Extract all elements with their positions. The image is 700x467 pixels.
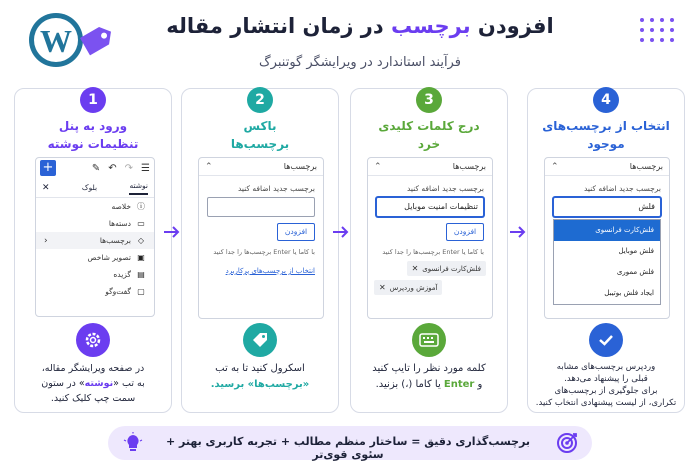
keyboard-icon [412, 323, 446, 357]
tags-panel [367, 157, 493, 319]
image-icon: ▣ [137, 253, 145, 262]
suggestion-item[interactable]: فلش موبایل [618, 247, 654, 255]
close-icon[interactable]: ✕ [411, 264, 419, 273]
step-description: وردپرس برچسب‌های مشابه قبلی را پیشنهاد می‌دهد. برای جلوگیری از برچسب‌های تکراری، از لیست پیشنهادی انتخاب کنید. [535, 362, 677, 408]
tag-input[interactable]: فلش [553, 197, 661, 217]
tags-panel [544, 157, 670, 319]
suggestion-item[interactable]: فلش‌کارت فرانسوی [554, 220, 660, 241]
sidebar-item-categories[interactable]: ▭ دسته‌ها [108, 219, 145, 228]
tag-hint: با کاما یا Enter برچسب‌ها را جدا کنید [213, 248, 315, 256]
tag-input-label: برچسب جدید اضافه کنید [237, 184, 315, 193]
summary-text: برچسب‌گذاری دقیق = ساختار منظم مطالب + تجربه کاربری بهتر + سئوی قوی‌تر [165, 435, 531, 461]
chevron-left-icon: ‹ [44, 235, 48, 246]
tag-icon: ◇ [137, 236, 145, 245]
pen-icon[interactable]: ✎ [91, 162, 101, 174]
undo-icon[interactable]: ↶ [108, 162, 117, 174]
arrow-right-icon [509, 225, 527, 239]
page-title: افزودن برچسب در زمان انتشار مقاله [166, 14, 554, 38]
redo-icon[interactable]: ↷ [124, 162, 134, 174]
panel-header: برچسب‌ها [283, 162, 317, 171]
sidebar-tabs [36, 178, 154, 198]
info-icon: ⓘ [137, 202, 145, 211]
comment-icon: ▢ [137, 287, 145, 296]
sidebar-item-excerpt[interactable]: ▤ گزیده [113, 270, 145, 279]
step-number: 1 [80, 87, 106, 113]
add-block-icon[interactable]: + [40, 160, 56, 176]
list-view-icon[interactable]: ☰ [141, 162, 150, 174]
editor-sidebar [35, 157, 155, 317]
document-icon: ▤ [137, 270, 145, 279]
summary-banner [108, 426, 592, 460]
panel-header: برچسب‌ها [452, 162, 486, 171]
wordpress-logo [22, 8, 118, 76]
step-title: درج کلمات کلیدی خرد [378, 119, 480, 151]
step-card-3 [350, 88, 508, 413]
check-icon [589, 323, 623, 357]
sidebar-item-featured-image[interactable]: ▣ تصویر شاخص [87, 253, 145, 262]
suggestion-item[interactable]: فلش مموری [616, 268, 654, 276]
arrow-right-icon [332, 225, 350, 239]
tag-chip: فلش‌کارت فرانسوی ✕ [407, 261, 486, 276]
page-subtitle: فرآیند استاندارد در ویرایشگر گوتنبرگ [259, 55, 461, 70]
suggestion-list [553, 219, 661, 305]
decorative-dots [640, 18, 680, 46]
editor-toolbar [36, 158, 154, 178]
add-tag-button[interactable]: افزودن [277, 223, 315, 241]
step-number: 3 [416, 87, 442, 113]
step-title: باکس برچسب‌ها [230, 119, 290, 151]
tag-chip: آموزش وردپرس ✕ [374, 280, 442, 295]
tag-input-label: برچسب جدید اضافه کنید [406, 184, 484, 193]
tag-input[interactable] [207, 197, 315, 217]
step-card-2 [181, 88, 339, 413]
step-number: 2 [247, 87, 273, 113]
step-description: در صفحه ویرایشگر مقاله، به تب «نوشته» در ستون سمت چپ کلیک کنید. [41, 363, 145, 404]
folder-icon: ▭ [137, 219, 145, 228]
sidebar-item-summary[interactable]: ⓘ خلاصه [111, 202, 145, 211]
add-tag-button[interactable]: افزودن [446, 223, 484, 241]
close-icon[interactable]: ✕ [42, 182, 50, 193]
step-description: اسکرول کنید تا به تب «برچسب‌ها» برسید. [210, 363, 310, 390]
chevron-up-icon[interactable]: ⌃ [551, 161, 559, 172]
chevron-up-icon[interactable]: ⌃ [374, 161, 382, 172]
lightbulb-icon [122, 432, 144, 454]
tag-input[interactable]: تنظیمات امنیت موبایل [376, 197, 484, 217]
arrow-right-icon [163, 225, 181, 239]
tag-hint: با کاما یا Enter برچسب‌ها را جدا کنید [382, 248, 484, 256]
tags-panel [198, 157, 324, 319]
tab-post[interactable]: نوشته [129, 181, 148, 195]
step-card-1 [14, 88, 172, 413]
suggestion-item[interactable]: ایجاد فلش بوتیبل [604, 289, 654, 297]
step-number: 4 [593, 87, 619, 113]
close-icon[interactable]: ✕ [379, 283, 386, 292]
tag-icon [243, 323, 277, 357]
sidebar-item-tags[interactable]: ◇ برچسب‌ها ‹ [36, 232, 154, 249]
step-title: ورود به پنل تنظیمات نوشته [47, 119, 139, 151]
step-title: انتخاب از برچسب‌های موجود [542, 119, 670, 151]
gear-icon [76, 323, 110, 357]
target-icon [556, 432, 578, 454]
step-description: کلمه مورد نظر را تایپ کنید و Enter یا کاما (،) بزنید. [372, 363, 486, 390]
sidebar-item-discussion[interactable]: ▢ گفت‌وگو [105, 287, 145, 296]
chevron-up-icon[interactable]: ⌃ [205, 161, 213, 172]
step-card-4 [527, 88, 685, 413]
tag-input-label: برچسب جدید اضافه کنید [583, 184, 661, 193]
svg-text:W: W [40, 23, 72, 59]
popular-tags-link[interactable]: انتخاب از برچسب‌های پرکاربرد [225, 267, 315, 275]
panel-header: برچسب‌ها [629, 162, 663, 171]
tab-block[interactable]: بلوک [81, 183, 98, 192]
